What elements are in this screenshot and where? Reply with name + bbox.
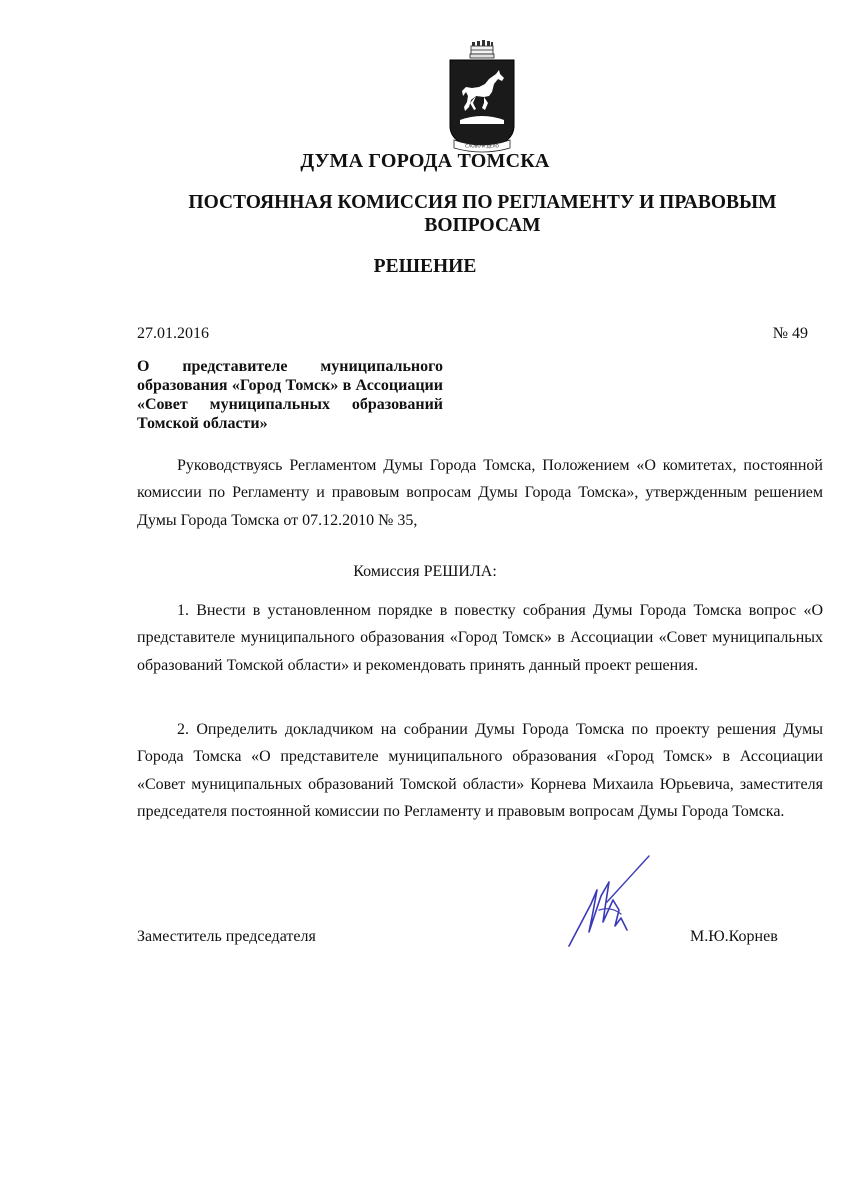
tomsk-coat-of-arms-icon bbox=[444, 40, 520, 156]
document-date: 27.01.2016 bbox=[137, 325, 209, 342]
resolved-heading: Комиссия РЕШИЛА: bbox=[353, 563, 497, 580]
signatory-position: Заместитель председателя bbox=[137, 928, 316, 945]
document-subject: О представителе муниципального образования «Город Томск» в Ассоциации «Совет муниципальных образований Томской области» bbox=[137, 358, 443, 432]
shield-icon bbox=[450, 60, 514, 150]
document-number: № 49 bbox=[772, 325, 808, 342]
signatory-name: М.Ю.Корнев bbox=[690, 928, 778, 945]
committee-title: ПОСТОЯННАЯ КОМИССИЯ ПО РЕГЛАМЕНТУ И ПРАВОВЫМ ВОПРОСАМ bbox=[188, 192, 777, 236]
decision-item-2: 2. Определить докладчиком на собрании Думы Города Томска по проекту решения Думы Города Томска «О представителе муниципального образования «Город Томск» в Ассоциации «Совет муниципальных образований Томской области» Корнева Михаила Юрьевича, заместителя председателя постоянной комиссии по Регламенту и правовым вопросам Думы Города Томска. bbox=[137, 721, 823, 820]
handwritten-signature bbox=[563, 852, 663, 950]
document-type: РЕШЕНИЕ bbox=[373, 256, 477, 277]
decision-item-1: 1. Внести в установленном порядке в повестку собрания Думы Города Томска вопрос «О представителе муниципального образования «Город Томск» в Ассоциации «Совет муниципальных образований Томской области» и рекомендовать принять данный проект решения. bbox=[137, 602, 823, 674]
crown-icon bbox=[470, 40, 494, 58]
svg-text:СЛОВО И ДЕЛО: СЛОВО И ДЕЛО bbox=[465, 143, 499, 149]
intro-paragraph: Руководствуясь Регламентом Думы Города Томска, Положением «О комитетах, постоянной комиссии по Регламенту и правовым вопросам Думы Города Томска», утвержденным решением Думы Города Томска от 07.12.2010 № 35, bbox=[137, 457, 823, 529]
organization-title: ДУМА ГОРОДА ТОМСКА bbox=[300, 150, 550, 172]
